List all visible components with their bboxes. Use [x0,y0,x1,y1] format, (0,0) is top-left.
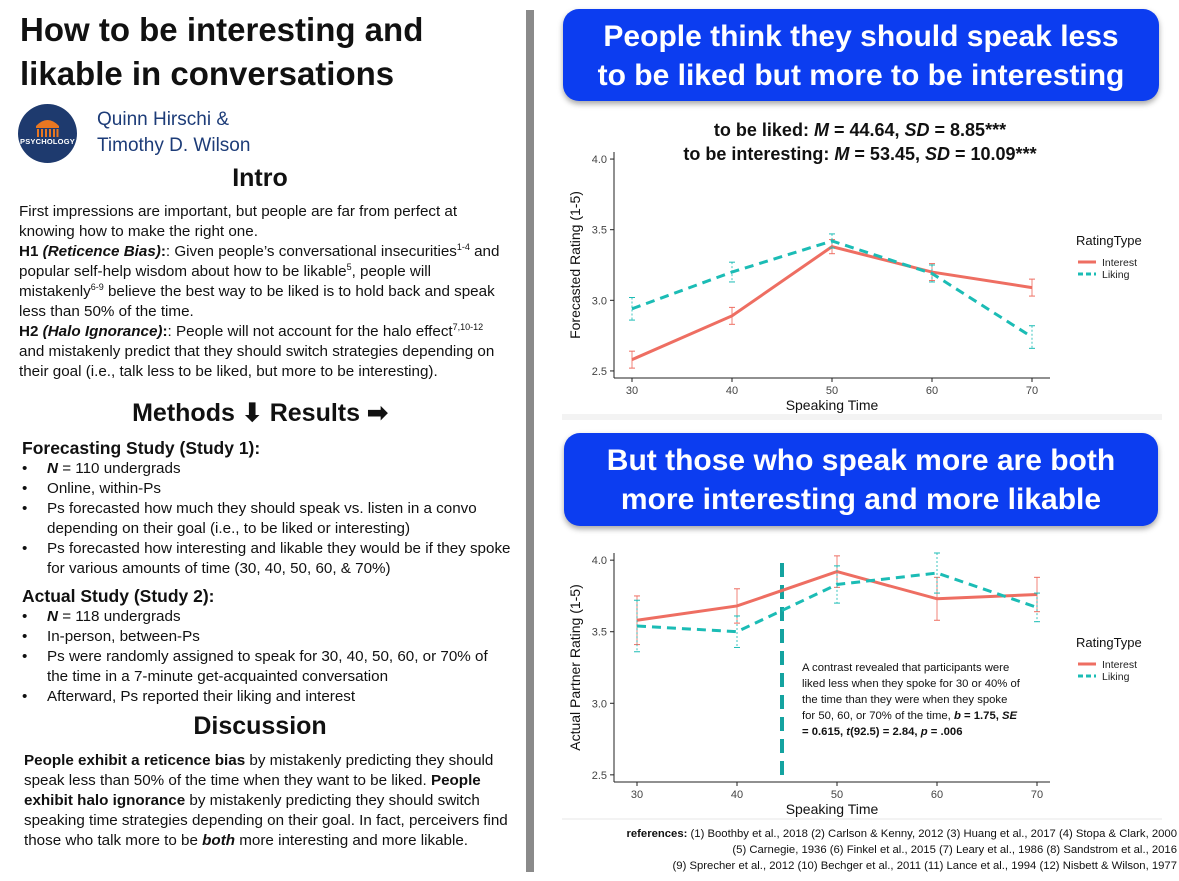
h1-citation-2: 5 [346,261,352,272]
list-item [22,607,512,627]
banner-actual [564,433,1158,526]
legend-label-liking: Liking [1102,671,1130,683]
discussion-heading: Discussion [193,712,327,740]
y-axis-label: Actual Partner Rating (1-5) [567,584,583,751]
h2-name: (Halo Ignorance) [42,323,163,340]
x-tick-label: 60 [925,385,939,397]
chart-background-band [562,414,1162,420]
h1-text-d: believe the best way to be liked is to hold back and speak less than 50% of the time. [19,283,495,320]
study1-heading: Forecasting Study (Study 1): [22,438,261,458]
annotation-part: t [846,726,851,738]
y-tick-label: 3.0 [591,295,607,308]
legend-title: RatingType [1076,233,1142,248]
h1-text-a: : Given people’s conversational insecurities [165,243,457,260]
y-axis-label: Forecasted Rating (1-5) [567,191,583,339]
references [560,826,1177,874]
x-tick-label: 40 [730,789,744,801]
annotation-part: p [920,726,928,738]
title-line-1: How to be interesting and [20,11,424,48]
study2-heading: Actual Study (Study 2): [22,586,215,606]
banner1-line2: to be liked but more to be interesting [597,59,1125,92]
logo-text: PSYCHOLOGY [20,137,75,146]
discussion-emphasis: both [202,832,236,849]
series-line-liking [632,241,1032,337]
list-item: • In-person, between-Ps [22,627,512,647]
h2-citation: 7,10-12 [452,321,484,332]
y-tick-label: 2.5 [591,365,607,378]
stat-sd-symbol: SD [904,120,930,140]
discussion-text-2: by mistakenly predicting they should switch speaking time strategies depending on their goal. In fact, perceivers find those who talk more to be [24,792,508,849]
list-item: • Online, within-Ps [22,479,512,499]
stat-int-mean: = 53.45, [849,144,925,164]
legend-label-liking: Liking [1102,269,1130,281]
banner-forecast [563,9,1159,101]
n-value: = 110 undergrads [57,460,181,477]
h1-text-b: and popular self-help wisdom about how to be likable [19,243,500,280]
discussion-bold-2: People exhibit halo ignorance [24,772,481,809]
author-1: Quinn Hirschi & [97,109,229,130]
legend-label-interest: Interest [1102,257,1138,269]
legend-title: RatingType [1076,635,1142,650]
references-line1: (1) Boothby et al., 2018 (2) Carlson & Kenny, 2012 (3) Huang et al., 2017 (4) Stopa & Clark, 2000 [687,828,1177,840]
methods-results-heading: Methods ⬇ Results ➡ [132,399,388,427]
stat-int-label: to be interesting: [683,144,835,164]
h2-text-a: : People will not account for the halo effect [167,323,453,340]
h1-citation-1: 1-4 [456,241,470,252]
y-tick-label: 3.5 [591,626,607,639]
stat-sd-symbol: SD [924,144,950,164]
intro-paragraph: First impressions are important, but people are far from perfect at knowing how to make the right one. [19,203,458,240]
annotation-part: for 50, 60, or 70% of the time, [802,710,954,722]
stat-liked [565,120,1155,141]
rotunda-icon [18,104,77,163]
stat-m-symbol: M [834,144,850,164]
y-tick-label: 3.5 [591,224,607,237]
n-label: N [47,460,58,477]
h1-name: (Reticence Bias) [42,243,161,260]
discussion-text [24,751,512,851]
study2-list [22,607,512,707]
legend-label-interest: Interest [1102,659,1138,671]
y-tick-label: 2.5 [591,769,607,782]
banner2-line1: But those who speak more are both [606,444,1116,477]
annotation-line [802,726,963,738]
list-item: • Afterward, Ps reported their liking and interest [22,687,512,707]
h1-label: H1 [19,243,39,260]
h1-text-c: , people will mistakenly [19,263,431,300]
annotation-line: the time than they were when they spoke [802,694,1008,706]
list-item: • Ps forecasted how much they should speak vs. listen in a convo depending on their goal (i.e., to be liked or interesting) [22,499,512,539]
column-divider [526,10,534,872]
x-tick-label: 70 [1030,789,1044,801]
stat-int-sd: = 10.09*** [950,144,1037,164]
references-line3: (9) Sprecher et al., 2012 (10) Bechger et al., 2011 (11) Lance et al., 1994 (12) Nisbett & Wilson, 1977 [672,860,1177,872]
h2-text-b: and mistakenly predict that they should switch strategies depending on their goal (i.e., talk less to be liked, but more to be interesting). [19,343,495,380]
intro-heading: Intro [232,164,288,192]
discussion-text-3: more interesting and more likable. [235,832,469,849]
x-tick-label: 40 [725,385,739,397]
discussion-text-1: by mistakenly predicting they should speak less than 50% of the time when they want to be liked. [24,752,494,789]
title-line-2: likable in conversations [20,55,395,92]
n-value: = 118 undergrads [57,608,181,625]
annotation-part: = 0.615, [802,726,847,738]
authors [97,107,250,159]
list-item: • Ps were randomly assigned to speak for 30, 40, 50, 60, or 70% of the time in a 7-minute get-acquainted conversation [22,647,512,687]
annotation-line: liked less when they spoke for 30 or 40% of [802,678,1020,690]
annotation-part: = .006 [927,726,963,738]
n-label: N [47,608,58,625]
annotation-part: = 1.75, [960,710,1003,722]
annotation-line: A contrast revealed that participants were [802,662,1010,674]
references-label: references: [626,828,688,840]
stat-liked-sd: = 8.85*** [929,120,1007,140]
annotation-line [802,710,1018,722]
banner2-line2: more interesting and more likable [620,483,1102,516]
annotation-part: (92.5) = 2.84, [850,726,921,738]
author-2: Timothy D. Wilson [97,135,251,156]
list-item: • Ps forecasted how interesting and likable they would be if they spoke for various amounts of time (30, 40, 50, 60, & 70%) [22,539,512,579]
h1-citation-3: 6-9 [90,281,104,292]
discussion-bold-1: People exhibit a reticence bias [24,752,246,769]
poster-title [20,8,500,96]
forecast-chart [562,150,1162,420]
x-tick-label: 50 [825,385,839,397]
x-tick-label: 30 [625,385,639,397]
annotation-part: SE [1002,710,1018,722]
x-tick-label: 30 [630,789,644,801]
x-tick-label: 60 [930,789,944,801]
x-tick-label: 50 [830,789,844,801]
stat-m-symbol: M [813,120,829,140]
actual-chart [562,550,1162,820]
psychology-logo [18,104,77,163]
left-column [0,0,520,881]
annotation-part: b [953,710,961,722]
h2-label: H2 [19,323,39,340]
series-line-interest [632,247,1032,360]
y-tick-label: 4.0 [591,154,607,167]
x-tick-label: 70 [1025,385,1039,397]
stat-liked-mean: = 44.64, [828,120,905,140]
x-axis-label: Speaking Time [785,397,879,413]
banner1-line1: People think they should speak less [603,20,1119,53]
y-tick-label: 3.0 [591,698,607,711]
references-line2: (5) Carnegie, 1936 (6) Finkel et al., 2015 (7) Leary et al., 1986 (8) Sandstrom et al., 2016 [732,844,1177,856]
study1-list [22,459,512,579]
stat-liked-label: to be liked: [713,120,814,140]
y-tick-label: 4.0 [591,555,607,568]
intro-text: First impressions are important, but people are far from perfect at knowing how to make the right one. H1 (Reticence Bias):: Given people’s conversational insecurities$^{1-4}$ and popular self-help wisdom about how to be likable$^5$, people will mistakenly$^{6-9}$ believe the best way to be liked is to hold back and speak less than 50% of the time. H2 (Halo Ignorance):: People will not account for the halo effect$^{7,10-12}$ and mistakenly predict that they should switch strategies depending on their goal (i.e., talk less to be liked, but more to be interesting). [19,203,500,380]
chart-background-band [562,818,1162,820]
x-axis-label: Speaking Time [785,801,879,817]
list-item [22,459,512,479]
